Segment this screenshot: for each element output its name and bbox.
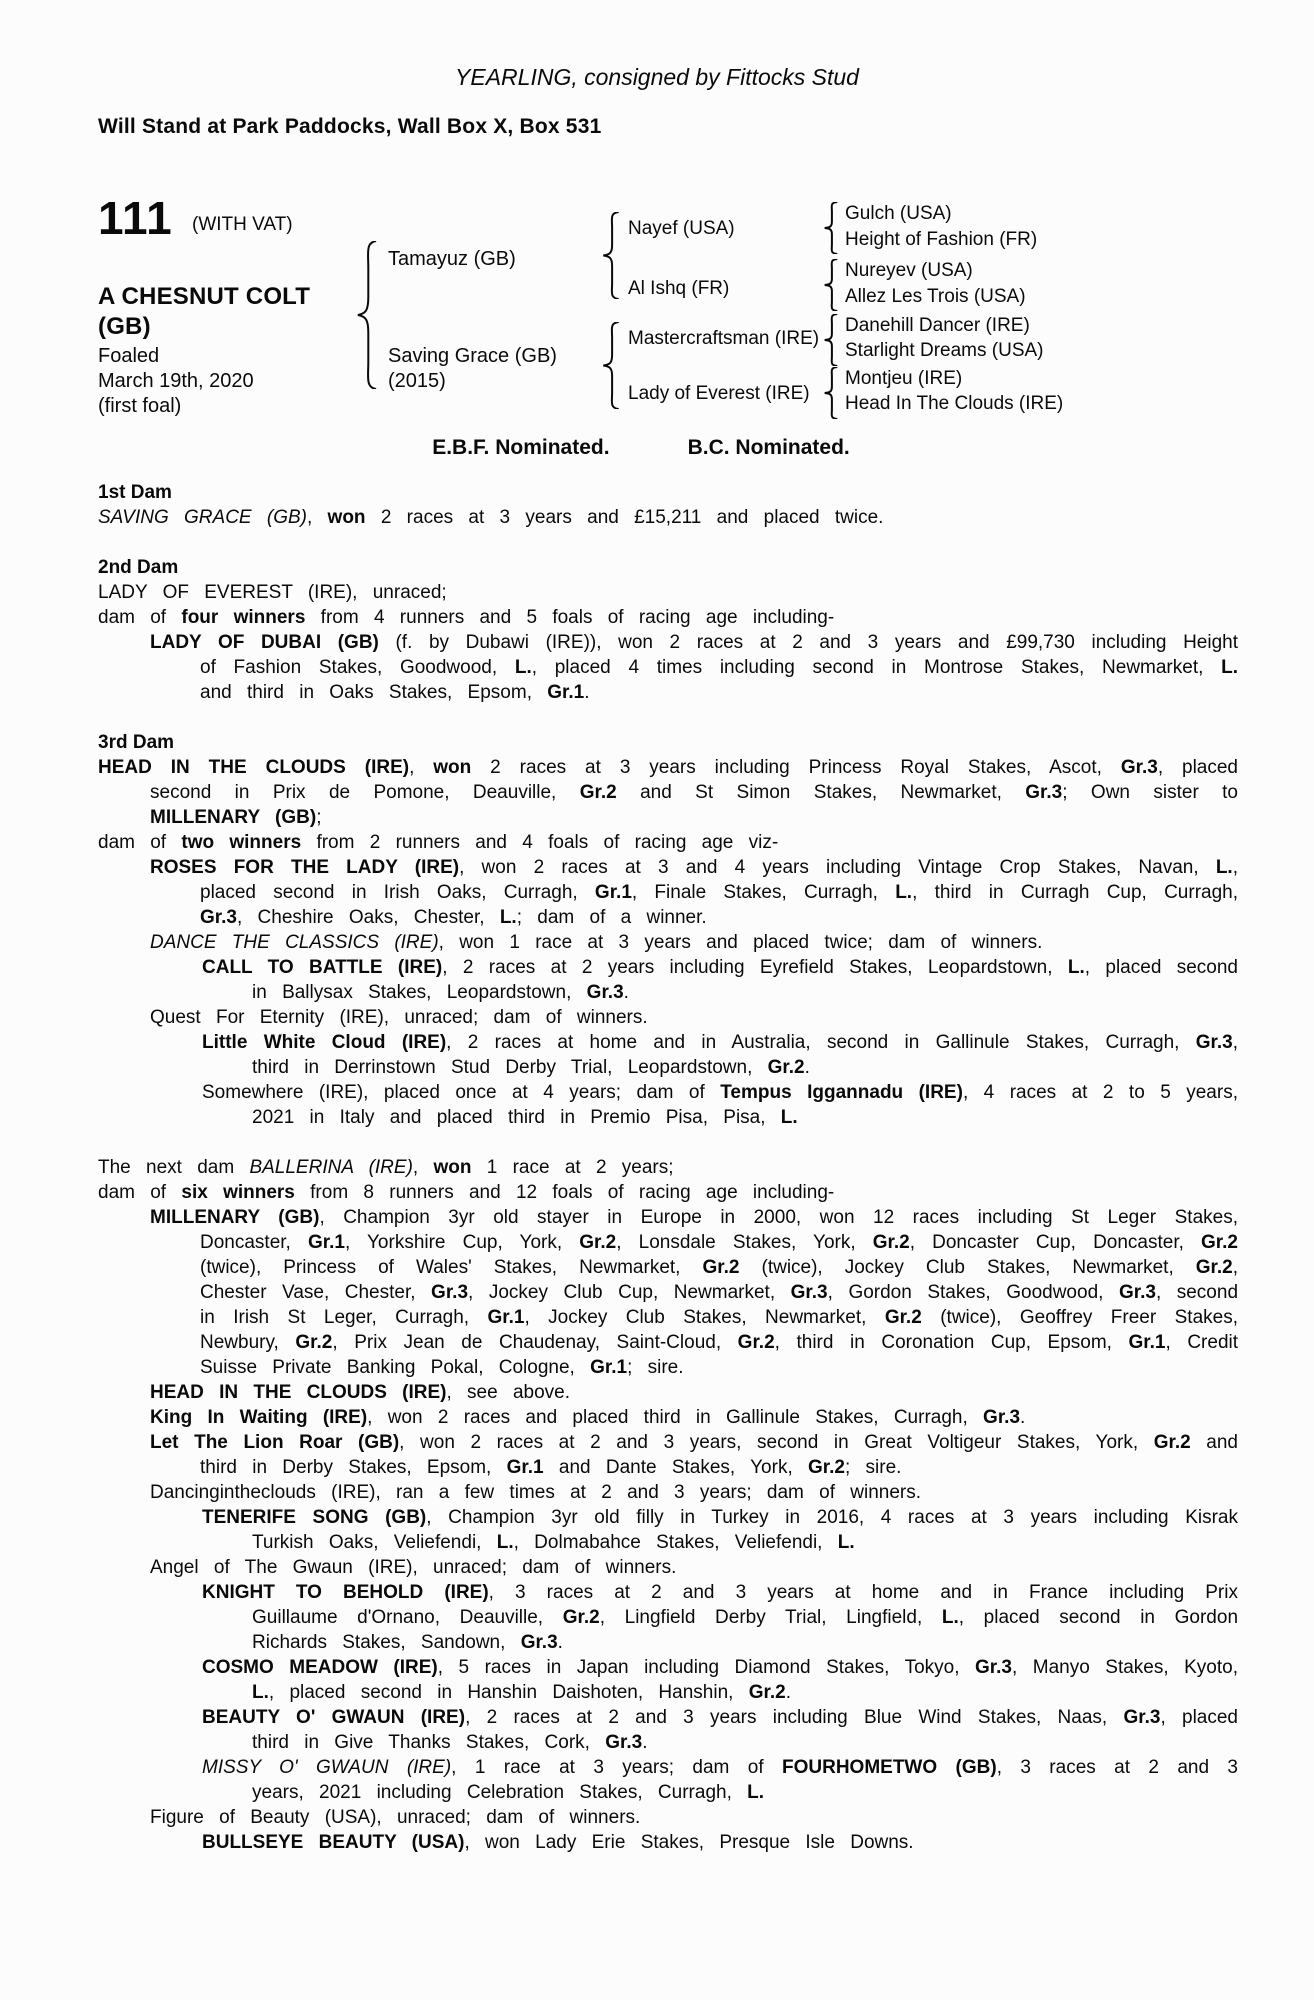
catalogue-paragraphs [0,460,1314,1855]
heading-3rd-dam: 3rd Dam [98,732,175,753]
pedigree-brace [600,212,622,299]
para-let-the-lion-roar: Let The Lion Roar (GB), won 2 races at 2 and 3 years, second in Great Voltigeur Stakes, York, Gr.2 and third in Derby Stakes, Epsom, Gr.1 and Dante Stakes, York, Gr.2; sire. [150,1432,1238,1478]
para-lady-of-dubai: LADY OF DUBAI (GB) (f. by Dubawi (IRE)), won 2 races at 2 and 3 years and £99,730 including Height of Fashion Stakes, Goodwood, L., placed 4 times including second in Montrose Stakes, Newmarket, L. and third in Oaks Stakes, Epsom, Gr.1. [150,632,1238,703]
sire-name: Tamayuz (GB) [388,248,516,270]
stand-location: Will Stand at Park Paddocks, Wall Box X, Box 531 [98,115,602,138]
para-call-to-battle: CALL TO BATTLE (IRE), 2 races at 2 years including Eyrefield Stakes, Leopardstown, L., placed second in Ballysax Stakes, Leopardstown, Gr.3. [202,957,1239,1003]
para-next-dam-ballerina: The next dam BALLERINA (IRE), won 1 race at 2 years; [98,1157,674,1178]
para-knight-to-behold: KNIGHT TO BEHOLD (IRE), 3 races at 2 and 3 years at home and in France including Prix Guillaume d'Ornano, Deauville, Gr.2, Lingfield Derby Trial, Lingfield, L., placed second in Gordon Richards Stakes, Sandown, Gr.3. [202,1582,1239,1653]
para-head-in-the-clouds-see-above: HEAD IN THE CLOUDS (IRE), see above. [150,1382,571,1403]
nominations-line [0,436,1298,460]
ancestor-nureyev: Nureyev (USA) [845,260,973,281]
para-head-in-the-clouds: HEAD IN THE CLOUDS (IRE), won 2 races at 3 years including Princess Royal Stakes, Ascot, Gr.3, placed second in Prix de Pomone, Deauville, Gr.2 and St Simon Stakes, Newmarket, Gr.3; Own sister to MILLENARY (GB); [98,757,1238,828]
heading-2nd-dam: 2nd Dam [98,557,179,578]
para-quest-for-eternity: Quest For Eternity (IRE), unraced; dam of winners. [150,1007,648,1028]
para-king-in-waiting: King In Waiting (IRE), won 2 races and placed third in Gallinule Stakes, Curragh, Gr.3. [150,1407,1026,1428]
pedigree-brace [354,241,380,389]
maternal-granddam: Lady of Everest (IRE) [628,383,810,404]
horse-suffix: (GB) [98,313,151,340]
ancestor-montjeu: Montjeu (IRE) [845,368,963,389]
para-dam-of-six-winners: dam of six winners from 8 runners and 12 foals of racing age including- [98,1182,835,1203]
foaling-details [98,344,254,419]
dam-year: (2015) [388,370,446,392]
para-beauty-o-gwaun: BEAUTY O' GWAUN (IRE), 2 races at 2 and 3 years including Blue Wind Stakes, Naas, Gr.3, placed third in Give Thanks Stakes, Cork, Gr.3. [202,1707,1239,1753]
paternal-granddam: Al Ishq (FR) [628,278,730,299]
maternal-grandsire: Mastercraftsman (IRE) [628,328,820,349]
para-missy-o-gwaun: MISSY O' GWAUN (IRE), 1 race at 3 years; dam of FOURHOMETWO (GB), 3 races at 2 and 3 years, 2021 including Celebration Stakes, Curragh, L. [202,1757,1238,1803]
para-dance-the-classics: DANCE THE CLASSICS (IRE), won 1 race at 3 years and placed twice; dam of winners. [150,932,1043,953]
ancestor-head-in-the-clouds: Head In The Clouds (IRE) [845,393,1064,414]
pedigree-brace [822,259,840,311]
ancestor-starlight-dreams: Starlight Dreams (USA) [845,340,1044,361]
pedigree-brace [822,314,840,366]
ebf-nominated: E.B.F. Nominated. [432,436,610,459]
pedigree-brace [822,367,840,419]
para-dam-of-two-winners: dam of two winners from 2 runners and 4 foals of racing age viz- [98,832,779,853]
para-roses-for-the-lady: ROSES FOR THE LADY (IRE), won 2 races at 3 and 4 years including Vintage Crop Stakes, Navan, L., placed second in Irish Oaks, Curragh, Gr.1, Finale Stakes, Curragh, L., third in Curragh Cup, Curragh, Gr.3, Cheshire Oaks, Chester, L.; dam of a winner. [150,857,1238,928]
ancestor-height-of-fashion: Height of Fashion (FR) [845,229,1038,250]
page-title: YEARLING, consigned by Fittocks Stud [455,64,859,90]
para-tenerife-song: TENERIFE SONG (GB), Champion 3yr old filly in Turkey in 2016, 4 races at 3 years including Kisrak Turkish Oaks, Veliefendi, L., Dolmabahce Stakes, Veliefendi, L. [202,1507,1238,1553]
pedigree-table [0,189,1314,424]
lot-number: 111 [98,192,173,244]
ancestor-allez-les-trois: Allez Les Trois (USA) [845,286,1026,307]
dam-name: Saving Grace (GB) [388,345,557,367]
foaled-label: Foaled [98,345,160,367]
horse-name: A CHESNUT COLT [98,283,311,310]
para-somewhere: Somewhere (IRE), placed once at 4 years; dam of Tempus Iggannadu (IRE), 4 races at 2 to 5 years, 2021 in Italy and placed third in Premio Pisa, Pisa, L. [202,1082,1238,1128]
ancestor-gulch: Gulch (USA) [845,203,952,224]
bc-nominated: B.C. Nominated. [687,436,850,459]
para-dam-of-four-winners: dam of four winners from 4 runners and 5 foals of racing age including- [98,607,835,628]
foaled-date: March 19th, 2020 [98,370,254,392]
paternal-grandsire: Nayef (USA) [628,218,735,239]
para-millenary: MILLENARY (GB), Champion 3yr old stayer in Europe in 2000, won 12 races including St Leger Stakes, Doncaster, Gr.1, Yorkshire Cup, York, Gr.2, Lonsdale Stakes, York, Gr.2, Doncaster Cup, Doncaster, Gr.2 (twice), Princess of Wales' Stakes, Newmarket, Gr.2 (twice), Jockey Club Stakes, Newmarket, Gr.2, Chester Vase, Chester, Gr.3, Jockey Club Cup, Newmarket, Gr.3, Gordon Stakes, Goodwood, Gr.3, second in Irish St Leger, Curragh, Gr.1, Jockey Club Stakes, Newmarket, Gr.2 (twice), Geoffrey Freer Stakes, Newbury, Gr.2, Prix Jean de Chaudenay, Saint-Cloud, Gr.2, third in Coronation Cup, Epsom, Gr.1, Credit Suisse Private Banking Pokal, Cologne, Gr.1; sire. [150,1207,1239,1378]
ancestor-danehill-dancer: Danehill Dancer (IRE) [845,315,1030,336]
para-lady-of-everest: LADY OF EVEREST (IRE), unraced; [98,582,447,603]
foal-note: (first foal) [98,395,182,417]
para-saving-grace: SAVING GRACE (GB), won 2 races at 3 years and £15,211 and placed twice. [98,507,884,528]
para-figure-of-beauty: Figure of Beauty (USA), unraced; dam of winners. [150,1807,641,1828]
heading-1st-dam: 1st Dam [98,482,172,503]
vat-note: (WITH VAT) [192,214,293,235]
para-cosmo-meadow: COSMO MEADOW (IRE), 5 races in Japan including Diamond Stakes, Tokyo, Gr.3, Manyo Stakes, Kyoto, L., placed second in Hanshin Daishoten, Hanshin, Gr.2. [202,1657,1238,1703]
para-little-white-cloud: Little White Cloud (IRE), 2 races at home and in Australia, second in Gallinule Stakes, Curragh, Gr.3, third in Derrinstown Stud Derby Trial, Leopardstown, Gr.2. [202,1032,1239,1078]
pedigree-brace [600,322,622,409]
para-dancingintheclouds: Dancingintheclouds (IRE), ran a few times at 2 and 3 years; dam of winners. [150,1482,922,1503]
para-bullseye-beauty: BULLSEYE BEAUTY (USA), won Lady Erie Stakes, Presque Isle Downs. [202,1832,914,1853]
para-angel-of-the-gwaun: Angel of The Gwaun (IRE), unraced; dam of winners. [150,1557,677,1578]
pedigree-brace [822,202,840,254]
